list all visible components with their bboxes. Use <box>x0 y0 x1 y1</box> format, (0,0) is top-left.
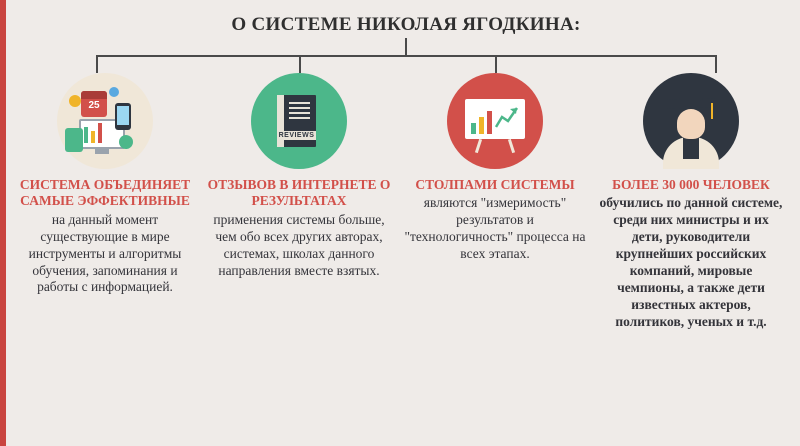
info-column-1 <box>12 73 198 296</box>
column-body: на данный момент существующие в мире инструменты и алгоритмы обучения, запоминания и работы с информацией. <box>28 211 182 295</box>
presentation-chart-icon <box>447 73 543 169</box>
dot-yellow-icon <box>69 95 81 107</box>
bar-yellow <box>91 131 95 143</box>
calendar-date: 25 <box>88 100 100 111</box>
connector-crossbar <box>96 55 716 57</box>
column-body: обучились по данной системе, среди них министры и их дети, руководители крупнейших российских компаний, мировые чемпионы, а также дети известных актеров, политиков, ученых и т.д. <box>599 195 783 329</box>
column-heading: СИСТЕМА ОБЪЕДИНЯЕТ САМЫЕ ЭФФЕКТИВНЫЕ <box>19 177 191 209</box>
bar-yellow <box>479 117 484 134</box>
column-heading: ОТЗЫВОВ В ИНТЕРНЕТЕ О РЕЗУЛЬТАТАХ <box>207 177 391 209</box>
connector-drop-1 <box>96 55 98 73</box>
page-title: О СИСТЕМЕ НИКОЛАЯ ЯГОДКИНА: <box>231 14 581 35</box>
info-column-2 <box>206 73 392 279</box>
book-text-lines <box>289 102 310 118</box>
calendar-header <box>81 91 107 99</box>
book-label: REVIEWS <box>278 132 315 139</box>
column-body: применения системы больше, чем обо всех других авторах, системах, школах данного направления вместе взятых. <box>213 211 385 278</box>
monitor-stand <box>95 149 109 154</box>
column-heading: БОЛЕЕ 30 000 ЧЕЛОВЕК <box>612 177 770 192</box>
book-icon <box>251 73 347 169</box>
tablet-icon <box>65 128 83 152</box>
bar-red <box>98 123 102 143</box>
info-column-3 <box>402 73 588 263</box>
graduation-tassel <box>711 103 713 119</box>
dot-blue-icon <box>109 87 119 97</box>
devices-cluster-icon <box>57 73 153 169</box>
bar-red <box>487 111 492 134</box>
info-column-4 <box>598 73 784 330</box>
connector-drop-4 <box>715 55 717 73</box>
connector-trunk <box>405 38 407 56</box>
graduate-collar <box>683 137 699 159</box>
connector-drop-2 <box>299 55 301 73</box>
calendar-icon <box>81 91 107 117</box>
graduation-cap-crown <box>679 91 703 101</box>
dot-green-icon <box>119 135 133 149</box>
trend-arrow-icon <box>495 105 519 129</box>
bar-green <box>471 123 476 134</box>
connector-drop-3 <box>495 55 497 73</box>
column-heading: СТОЛПАМИ СИСТЕМЫ <box>415 177 575 192</box>
graduate-icon <box>643 73 739 169</box>
bar-green <box>84 127 88 143</box>
graduate-head <box>677 109 705 139</box>
column-body: являются "измеримость" результатов и "технологичность" процесса на всех этапах. <box>404 195 586 262</box>
smartphone-icon <box>115 103 131 130</box>
